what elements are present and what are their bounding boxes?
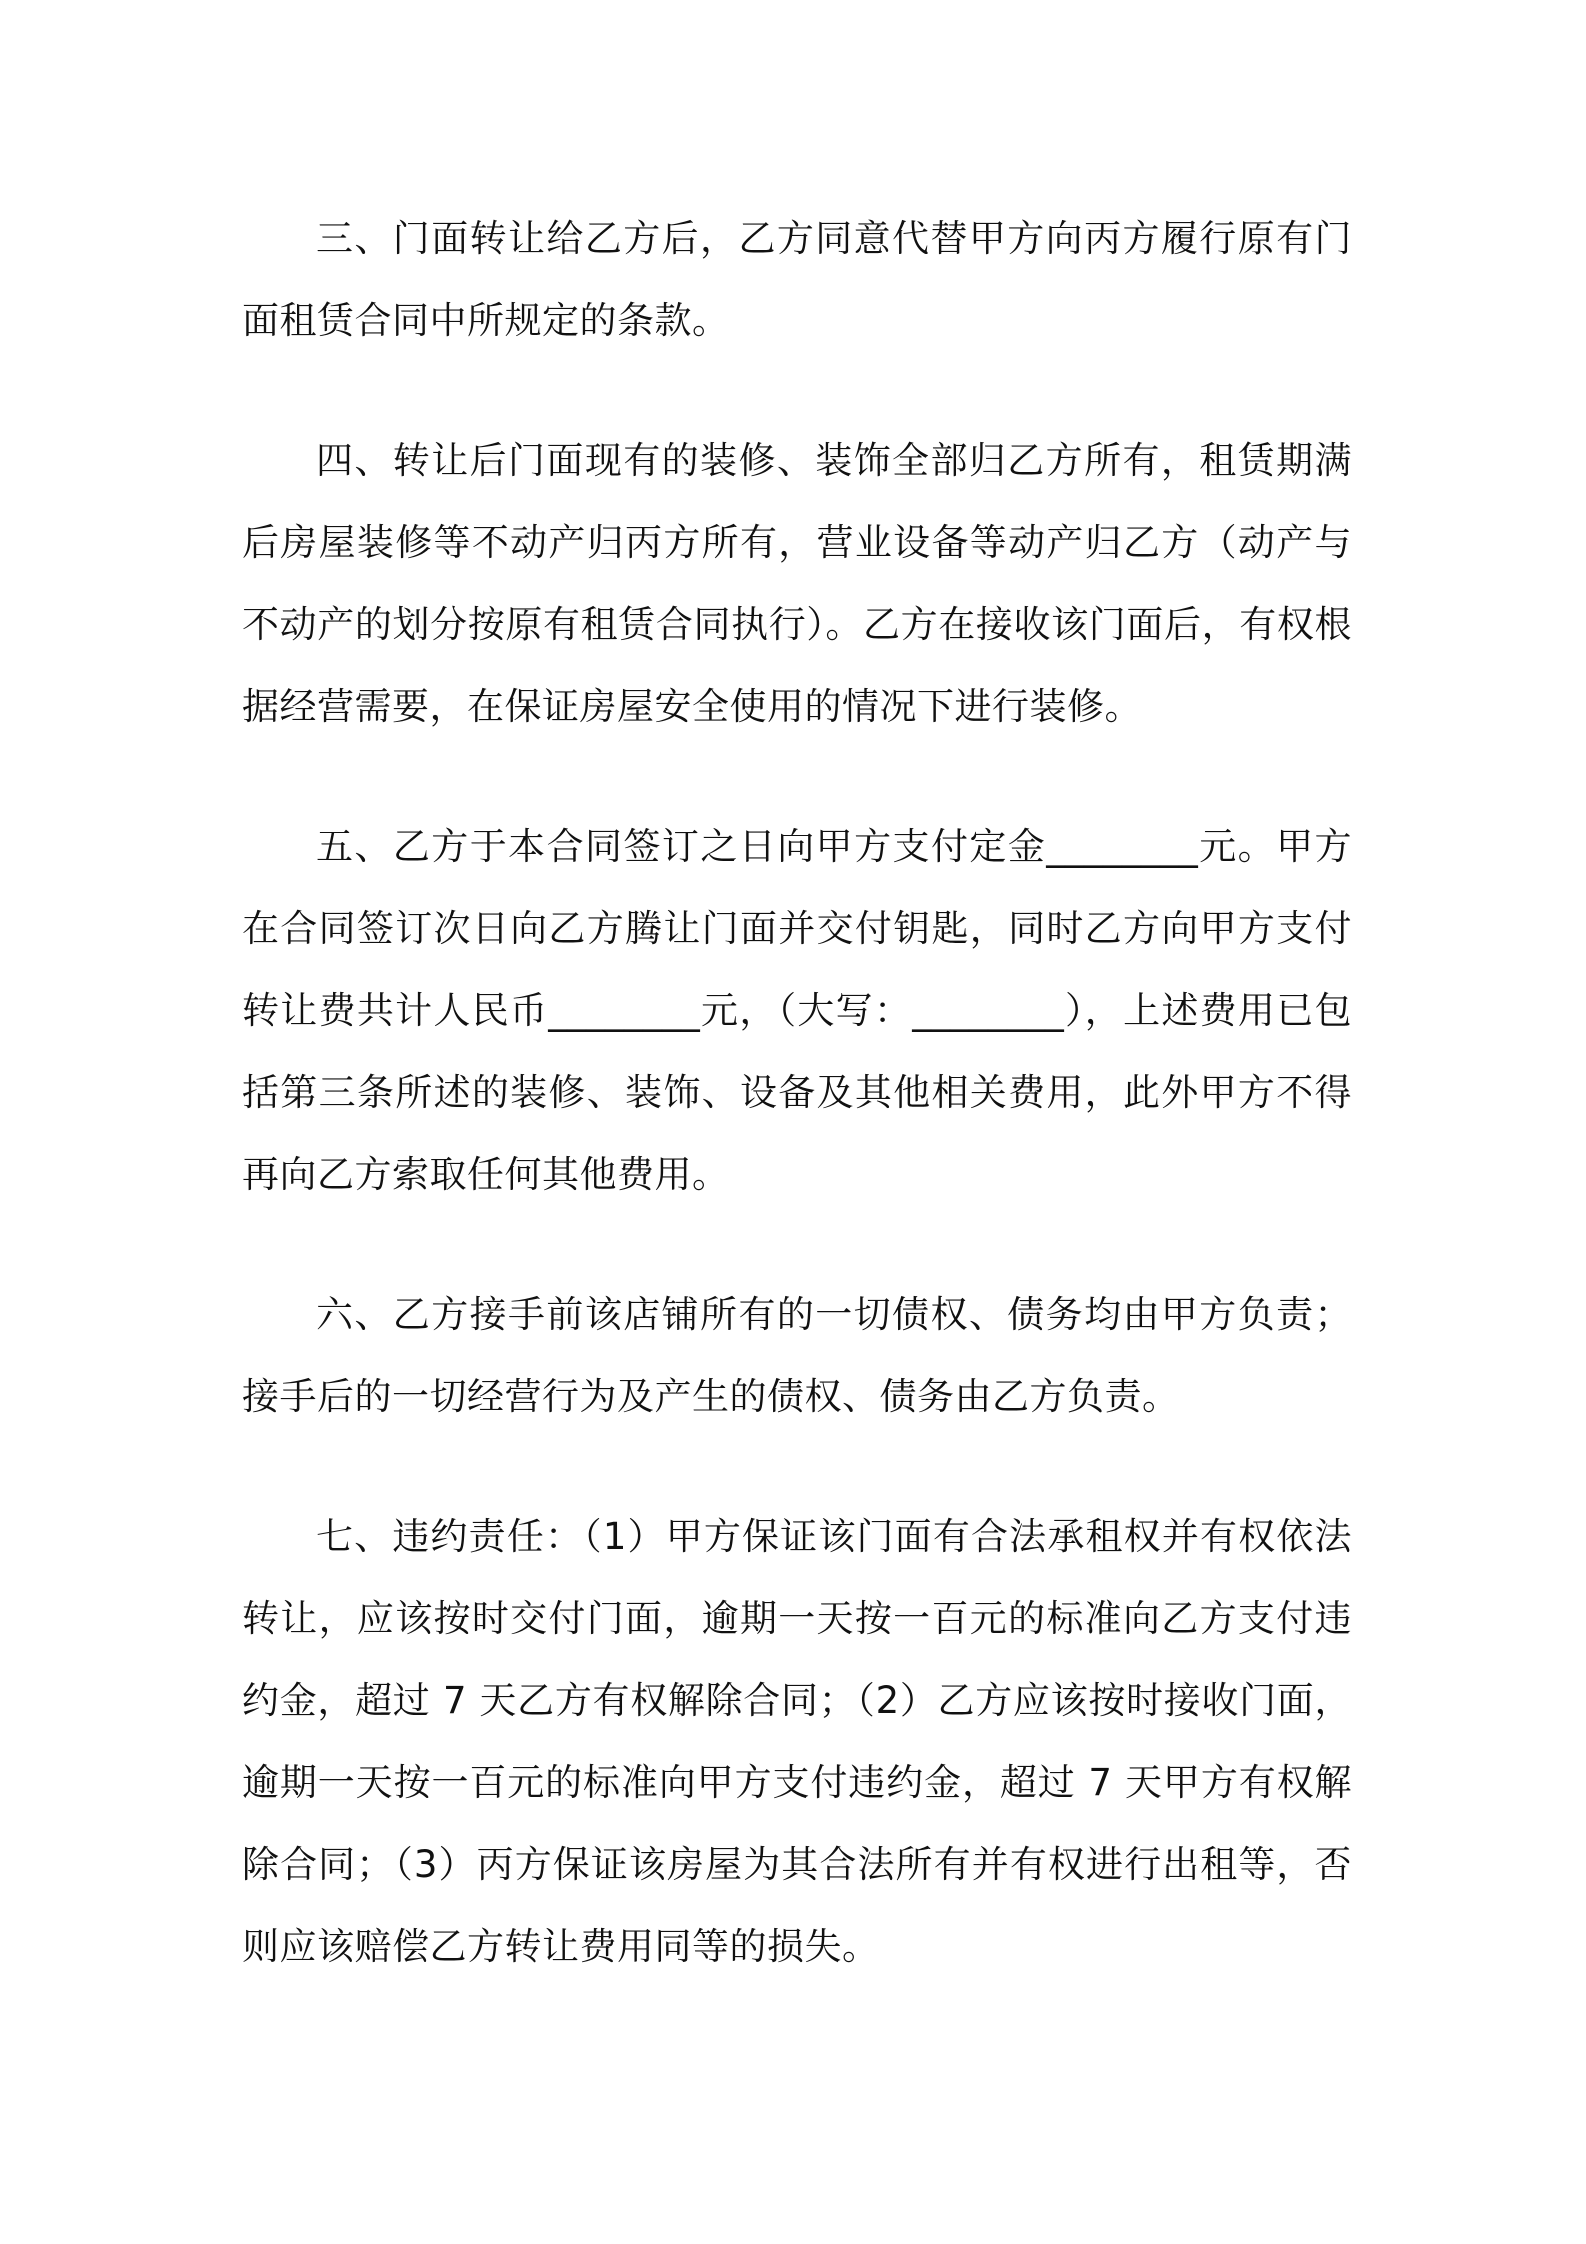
clause-4: 四、转让后门面现有的装修、装饰全部归乙方所有，租赁期满后房屋装修等不动产归丙方所有，营业设备等动产归乙方（动产与不动产的划分按原有租赁合同执行）。乙方在接收该门面后，有权根据经营需要，在保证房屋安全使用的情况下进行装修。 [242,439,1352,728]
clause-3: 三、门面转让给乙方后，乙方同意代替甲方向丙方履行原有门面租赁合同中所规定的条款。 [242,217,1352,342]
clause-7: 七、违约责任：（1）甲方保证该门面有合法承租权并有权依法转让，应该按时交付门面，逾期一天按一百元的标准向乙方支付违约金，超过 7 天乙方有权解除合同；（2）乙方应该按时接收门面，逾期一天按一百元的标准向甲方支付违约金，超过 7 天甲方有权解除合同；（3）丙方保证该房屋为其合法所有并有权进行出租等，否则应该赔偿乙方转让费用同等的损失。 [242,1515,1352,1968]
clause-6: 六、乙方接手前该店铺所有的一切债权、债务均由甲方负责；接手后的一切经营行为及产生的债权、债务由乙方负责。 [242,1293,1352,1418]
document-body [242,198,1352,1988]
clause-5: 五、乙方于本合同签订之日向甲方支付定金________元。甲方在合同签订次日向乙方腾让门面并交付钥匙，同时乙方向甲方支付转让费共计人民币________元，（大写：________），上述费用已包括第三条所述的装修、装饰、设备及其他相关费用，此外甲方不得再向乙方索取任何其他费用。 [242,825,1352,1196]
